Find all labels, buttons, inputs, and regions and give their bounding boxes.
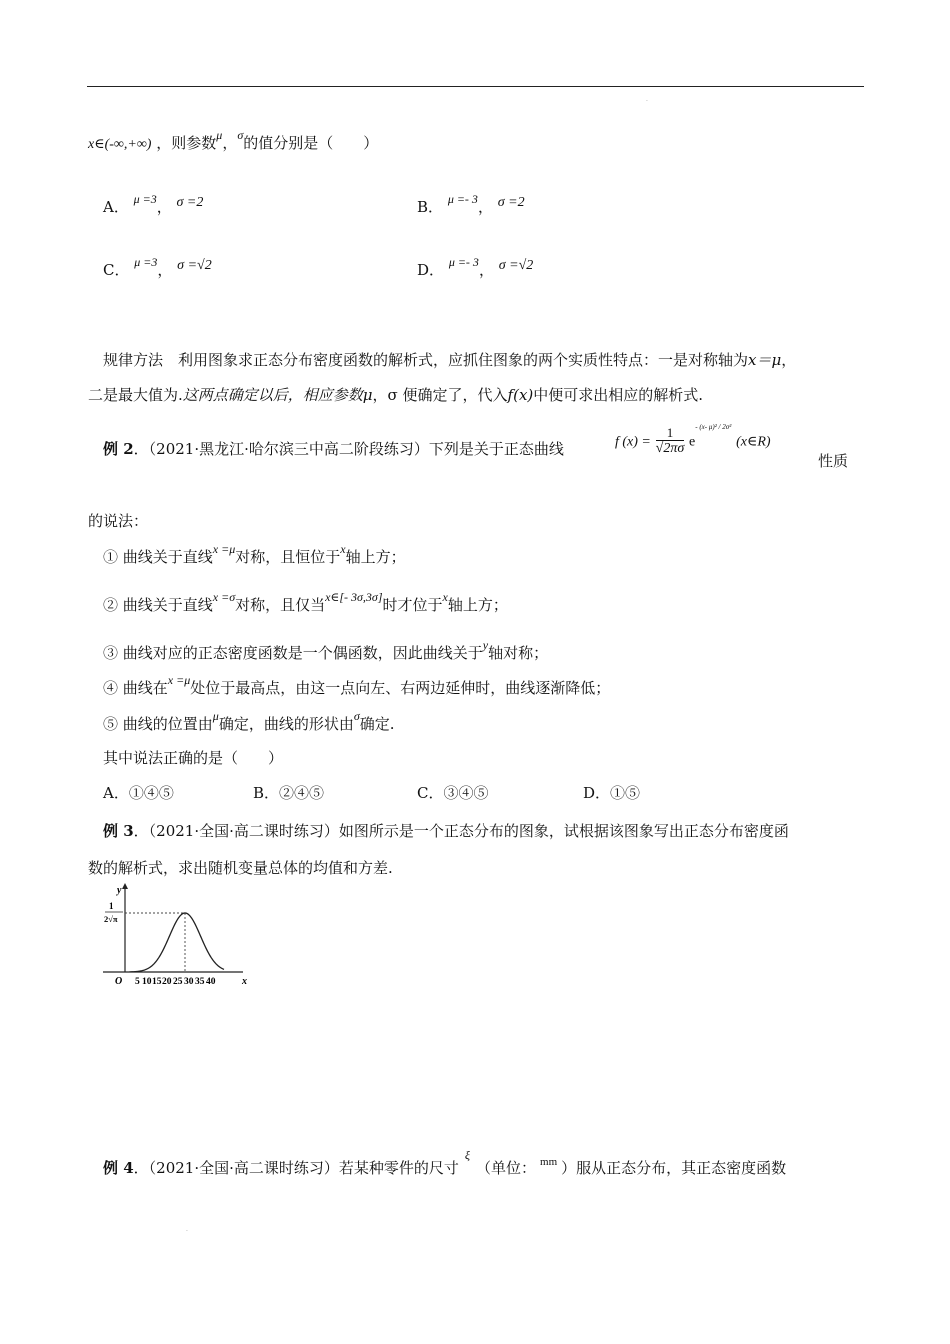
- ex2-stem: 例 2．（2021·黑龙江·哈尔滨三中高二阶段练习）下列是关于正态曲线: [103, 440, 564, 458]
- x-tick-labels: [135, 977, 216, 987]
- y-tick-num: 1: [109, 901, 114, 911]
- top-dot: .: [646, 96, 648, 103]
- normal-curve-chart: [95, 880, 255, 990]
- x-tick-label: 40: [206, 977, 216, 987]
- ex2-item-5: ⑤ 曲线的位置由$^\mu$确定，曲线的形状由$^\sigma$确定.: [103, 709, 395, 733]
- normal-curve: [130, 913, 225, 972]
- ex3-line1: 例 3．（2021·全国·高二课时练习）如图所示是一个正态分布的图象，试根据该图象写出正态分布密度函: [103, 822, 789, 840]
- ex2-tail: 性质: [818, 452, 849, 470]
- ex2-item-1: ① 曲线关于直线$^{x =\mu}$对称，且恒位于$^x$轴上方；: [103, 542, 406, 566]
- x-tick-label: 25: [173, 977, 183, 987]
- q1-option-d[interactable]: D． $^{\mu =- 3}$， σ =√2: [417, 255, 534, 279]
- y-axis-arrow: [122, 883, 128, 889]
- ex2-item-3: ③ 曲线对应的正态密度函数是一个偶函数，因此曲线关于$^y$轴对称；: [103, 638, 549, 662]
- ex2-item-2: ② 曲线关于直线$^{x =\sigma}$对称，且仅当$^{x\in[- 3\sigma,3\sigma]}$时才位于$^x$轴上方；: [103, 590, 508, 614]
- ex2-item-4: ④ 曲线在$^{x =\mu}$处位于最高点，由这一点向左、右两边延伸时，曲线逐渐降低；: [103, 673, 611, 697]
- ex2-label: 例 2: [103, 440, 134, 458]
- ex4-stem: 例 4．（2021·全国·高二课时练习）若某种零件的尺寸$^\xi$（单位： $^{mm}$ ）服从正态分布，其正态密度函数: [103, 1148, 787, 1177]
- ex2-formula: f (x) = $\frac{1}{√2\pi\sigma}$ $e^{- (x- \mu)^2 / 2\sigma^2}$ (x∈R): [615, 423, 771, 457]
- q1-option-c[interactable]: C． $^{\mu =3}$， σ =√2: [103, 255, 212, 279]
- x-tick-label: 35: [195, 977, 205, 987]
- q1-option-a[interactable]: A． $^{\mu =3}$， σ =2: [103, 192, 204, 216]
- x-tick-label: 5: [135, 977, 140, 987]
- y-axis-label: y: [117, 885, 122, 896]
- ex2-choice-b[interactable]: B．②④⑤: [253, 784, 325, 802]
- y-tick-den: 2√π: [104, 914, 118, 924]
- ex2-choice-a[interactable]: A．①④⑤: [103, 784, 174, 802]
- q1-domain: x∈(-∞,+∞): [88, 137, 152, 152]
- origin-label: O: [115, 976, 123, 987]
- ex2-question: 其中说法正确的是（ ）: [103, 749, 284, 767]
- method-line-2: 二是最大值为.这两点确定以后，相应参数μ，σ 便确定了，代入f(x)中便可求出相应的解析式.: [88, 386, 704, 404]
- ex4-label: 例 4: [103, 1159, 134, 1177]
- q1-stem: x∈(-∞,+∞) ，则参数$^\mu$，$^\sigma$的值分别是（ ）: [88, 128, 379, 152]
- ex2-line2: 的说法：: [88, 512, 149, 530]
- ex2-choice-d[interactable]: D．①⑤: [583, 784, 641, 802]
- x-tick-label: 15: [152, 977, 162, 987]
- bottom-dot: .: [186, 1226, 188, 1233]
- ex3-label: 例 3: [103, 822, 134, 840]
- x-axis-label: x: [242, 976, 247, 987]
- ex3-line2: 数的解析式，求出随机变量总体的均值和方差.: [88, 859, 393, 877]
- header-rule: [87, 86, 864, 87]
- q1-option-b[interactable]: B． $^{\mu =- 3}$， σ =2: [417, 192, 525, 216]
- x-tick-label: 10: [142, 977, 152, 987]
- x-tick-label: 20: [162, 977, 172, 987]
- x-tick-label: 30: [184, 977, 194, 987]
- method-line-1: 规律方法 利用图象求正态分布密度函数的解析式，应抓住图象的两个实质性特点：一是对称轴为x＝μ，: [103, 351, 797, 369]
- ex2-choice-c[interactable]: C．③④⑤: [417, 784, 489, 802]
